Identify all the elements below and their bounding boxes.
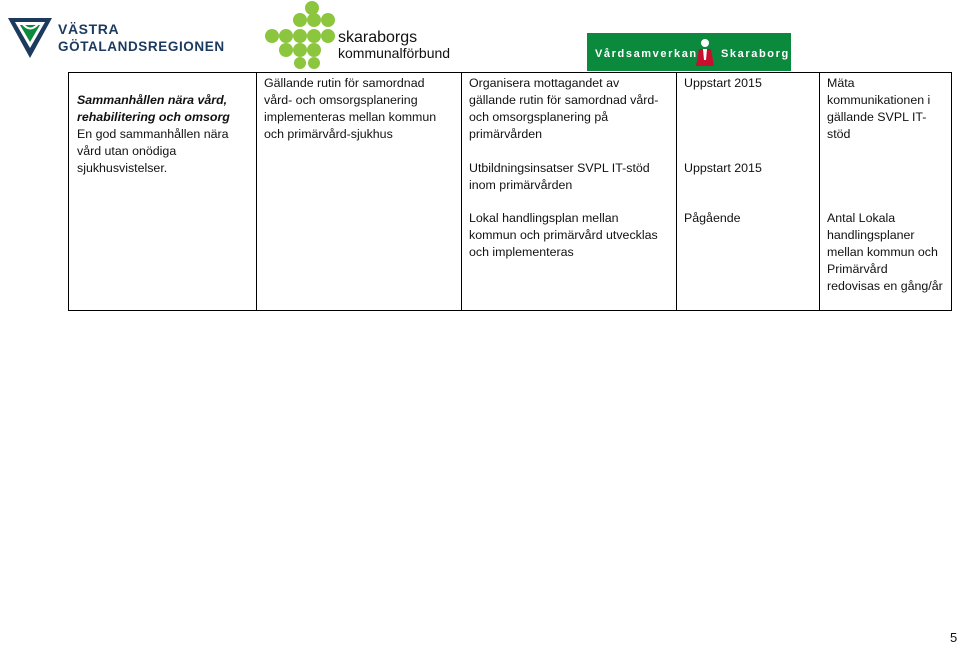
skaraborg-logo-line1: skaraborgs — [338, 29, 418, 46]
measure-line: mellan kommun och — [827, 245, 938, 259]
vardsamverkan-skaraborg-logo — [587, 33, 791, 71]
vardsamverkan-label: Vårdsamverkan — [595, 48, 698, 60]
target-description — [264, 75, 436, 143]
goal-description — [77, 126, 229, 177]
skaraborgs-kommunalforbund-logo — [262, 0, 472, 70]
measure-line: kommunikationen i — [827, 93, 931, 107]
measure-3 — [827, 210, 943, 295]
target-line: vård- och omsorgsplanering — [264, 93, 418, 107]
action-plan-table — [68, 72, 952, 311]
activity-line: Organisera mottagandet av — [469, 76, 620, 90]
target-line: Gällande rutin för samordnad — [264, 76, 425, 90]
activity-line: gällande rutin för samordnad vård- — [469, 93, 659, 107]
activity-line: Lokal handlingsplan mellan — [469, 211, 619, 225]
activity-line: primärvården — [469, 127, 542, 141]
skaraborg-dots-icon — [262, 0, 338, 70]
measure-line: redovisas en gång/år — [827, 279, 943, 293]
timeline-3: Pågående — [684, 211, 741, 225]
person-emblem-icon — [695, 38, 715, 68]
measure-1 — [827, 75, 930, 143]
skaraborg-label: Skaraborg — [721, 48, 790, 60]
goal-description-line: sjukhusvistelser. — [77, 161, 168, 175]
target-line: och primärvård-sjukhus — [264, 127, 393, 141]
measure-line: Mäta — [827, 76, 855, 90]
column-divider — [819, 73, 820, 310]
skaraborg-logo-line2: kommunalförbund — [338, 45, 451, 61]
timeline-2: Uppstart 2015 — [684, 161, 762, 175]
goal-heading — [77, 92, 230, 126]
goal-heading-line: rehabilitering och omsorg — [77, 110, 230, 124]
timeline-1: Uppstart 2015 — [684, 76, 762, 90]
activity-line: och omsorgsplanering på — [469, 110, 609, 124]
activity-3 — [469, 210, 658, 261]
column-divider — [256, 73, 257, 310]
activity-line: inom primärvården — [469, 178, 573, 192]
activity-line: kommun och primärvård utvecklas — [469, 228, 658, 242]
vgr-emblem-icon — [6, 14, 56, 64]
measure-line: Antal Lokala — [827, 211, 896, 225]
measure-line: handlingsplaner — [827, 228, 915, 242]
column-divider — [461, 73, 462, 310]
goal-description-line: vård utan onödiga — [77, 144, 177, 158]
goal-description-line: En god sammanhållen nära — [77, 127, 229, 141]
activity-1 — [469, 75, 658, 143]
activity-line: och implementeras — [469, 245, 574, 259]
page-number: 5 — [950, 630, 958, 645]
activity-line: Utbildningsinsatser SVPL IT-stöd — [469, 161, 650, 175]
vastra-gotalandsregionen-logo — [6, 14, 226, 64]
goal-heading-line: Sammanhållen nära vård, — [77, 93, 228, 107]
activity-2 — [469, 160, 650, 194]
vgr-logo-line2: GÖTALANDSREGIONEN — [58, 39, 225, 54]
measure-line: stöd — [827, 127, 851, 141]
target-line: implementeras mellan kommun — [264, 110, 437, 124]
column-divider — [676, 73, 677, 310]
measure-line: gällande SVPL IT- — [827, 110, 927, 124]
measure-line: Primärvård — [827, 262, 888, 276]
vgr-logo-line1: VÄSTRA — [58, 21, 120, 37]
